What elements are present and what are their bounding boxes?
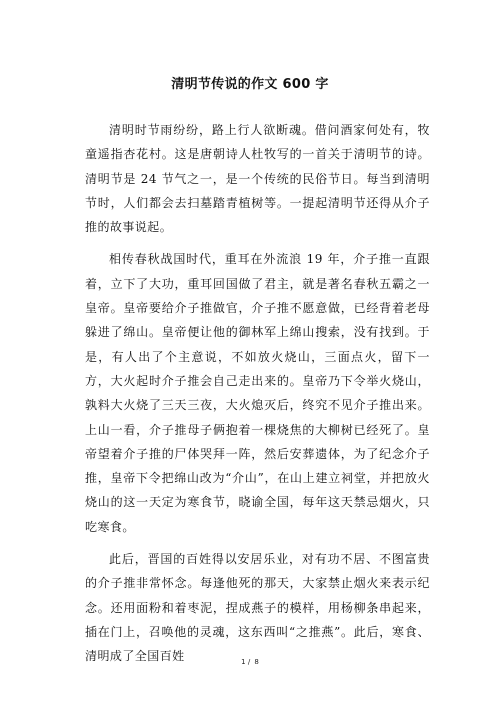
paragraph-2: 相传春秋战国时代，重耳在外流浪 19 年，介子推一直跟着，立下了大功，重耳回国做了君主，就是著名春秋五霸之一皇帝。皇帝要给介子推做官，介子推不愿意做，已经背着老母躲进了绵山。皇帝便让他的御林军上绵山搜索，没有找到。于是，有人出了个主意说，不如放火烧山，三面点火，留下一方，大火起时介子推会自己走出来的。皇帝乃下令举火烧山，孰料大火烧了三天三夜，大火熄灭后，终究不见介子推出来。上山一看，介子推母子俩抱着一棵烧焦的大柳树已经死了。皇帝望着介子推的尸体哭拜一阵，然后安葬遗体，为了纪念介子推，皇帝下令把绵山改为“介山”，在山上建立祠堂，并把放火烧山的这一天定为寒食节，晓谕全国，每年这天禁忌烟火，只吃寒食。 bbox=[85, 252, 430, 534]
document-title: 清明节传说的作文 600 字 bbox=[171, 77, 329, 92]
current-page-number: 1 bbox=[241, 658, 246, 666]
page-separator: / bbox=[247, 658, 251, 666]
paragraph-3: 此后，晋国的百姓得以安居乐业，对有功不居、不图富贵的介子推非常怀念。每逢他死的那天，大家禁止烟火来表示纪念。还用面粉和着枣泥，捏成燕子的模样，用杨柳条串起来，插在门上，召唤他的灵魂，这东西叫“之推燕”。此后，寒食、清明成了全国百姓 bbox=[85, 552, 430, 664]
document-body bbox=[85, 118, 430, 677]
total-pages-number: 8 bbox=[254, 658, 259, 666]
page-number bbox=[0, 657, 500, 667]
paragraph-1: 清明时节雨纷纷，路上行人欲断魂。借问酒家何处有，牧童遥指杏花村。这是唐朝诗人杜牧写的一首关于清明节的诗。清明节是 24 节气之一，是一个传统的民俗节日。每当到清明节时，人们都会去扫墓踏青植树等。一提起清明节还得从介子推的故事说起。 bbox=[85, 123, 430, 235]
